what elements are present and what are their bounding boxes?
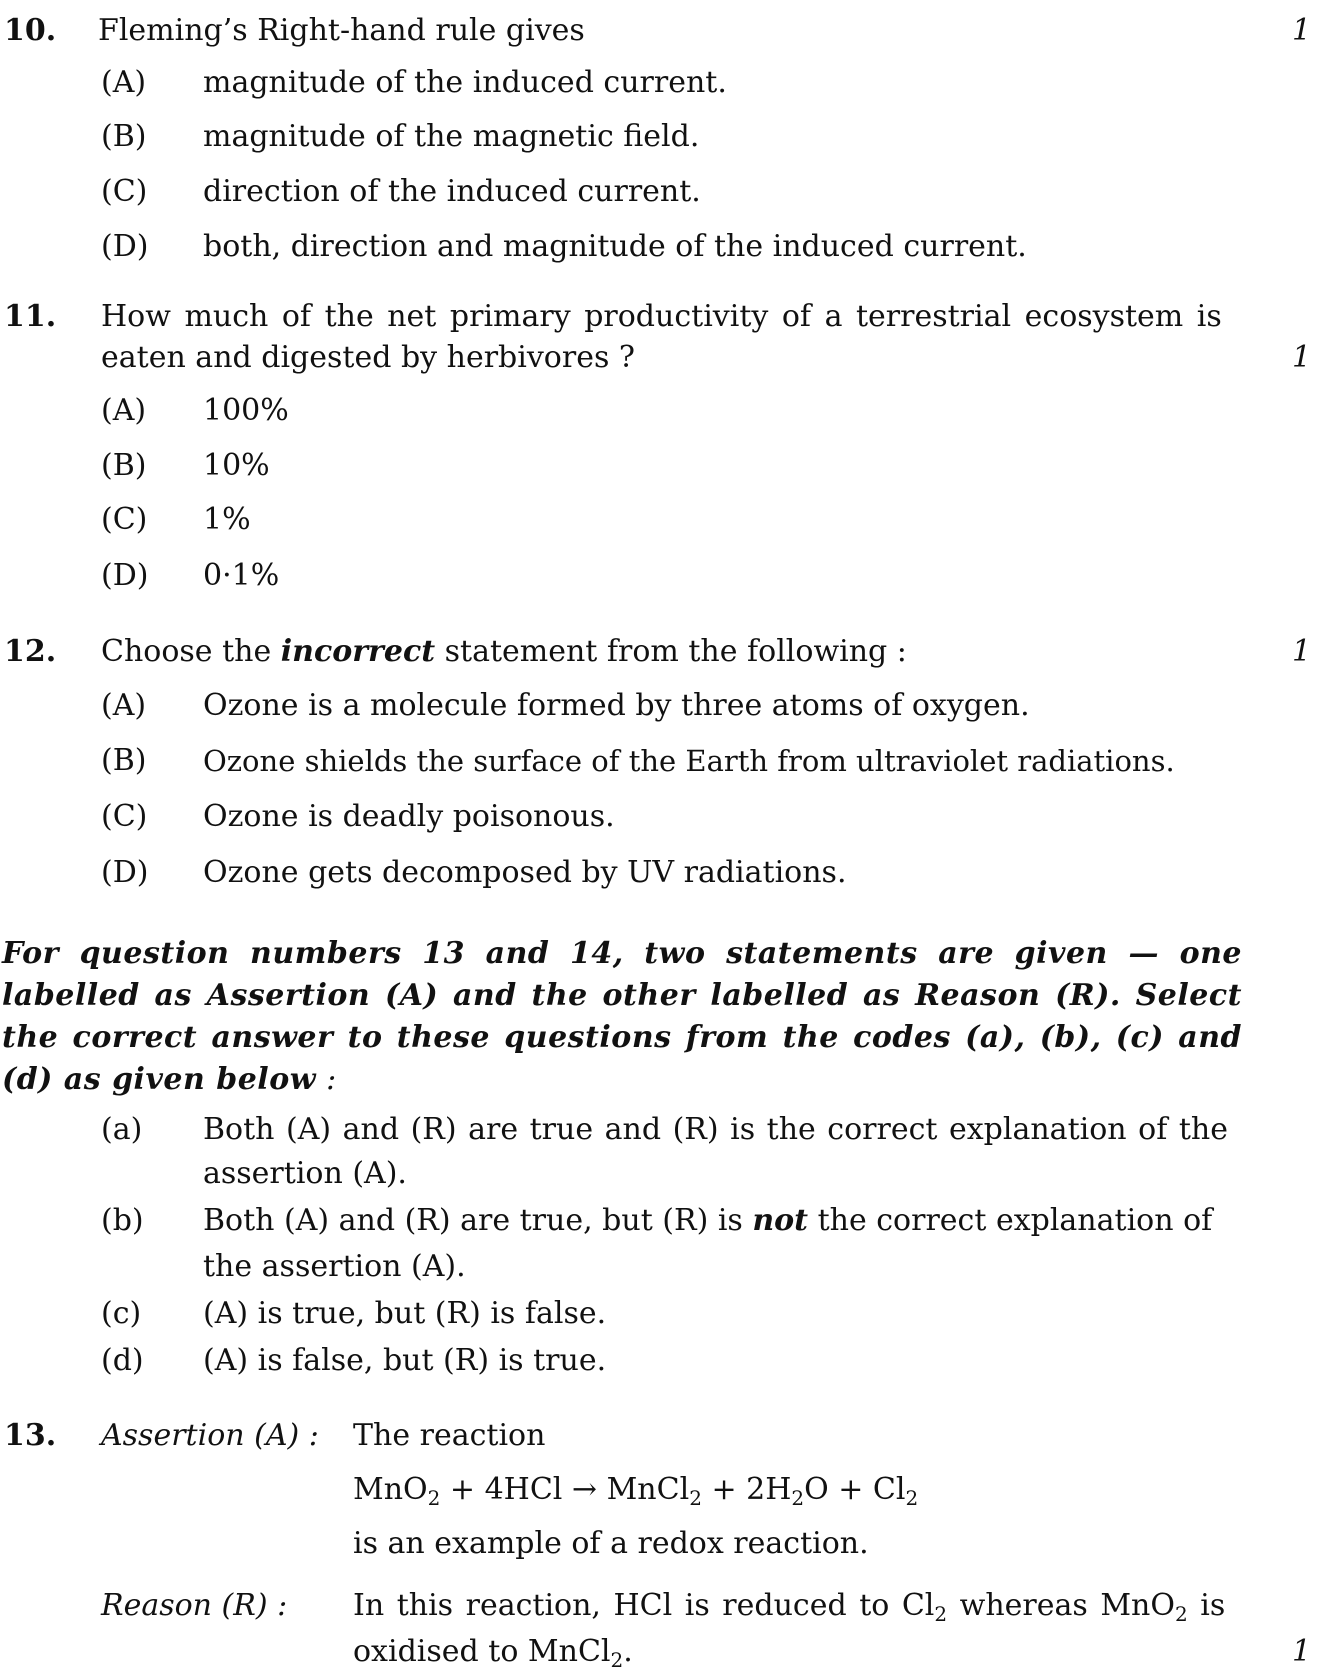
reason-line-1-pre: In this reaction, HCl is reduced to Cl	[353, 1588, 935, 1623]
question-10-text: Fleming’s Right-hand rule gives	[98, 13, 585, 48]
reason-line-1	[353, 1586, 1225, 1626]
q11-option-d-label: (D)	[101, 558, 149, 593]
question-13-marks: 1	[1292, 1634, 1312, 1669]
reason-line-2-post: .	[623, 1634, 633, 1669]
reason-sub-2: 2	[1174, 1602, 1188, 1626]
question-12-marks: 1	[1292, 634, 1312, 669]
q10-option-b-label: (B)	[101, 119, 147, 154]
equation-part-1: MnO	[353, 1472, 428, 1507]
q10-option-c-text: direction of the induced current.	[203, 174, 701, 209]
question-11-marks: 1	[1292, 340, 1312, 375]
code-b-emphasis: not	[752, 1203, 809, 1238]
code-c-label: (c)	[101, 1296, 142, 1331]
reason-label: Reason (R) :	[101, 1588, 288, 1623]
assertion-reason-instructions	[2, 933, 1242, 1101]
reason-line-2	[353, 1632, 633, 1672]
question-10-marks: 1	[1292, 13, 1312, 48]
q11-option-b-text: 10%	[203, 448, 270, 483]
q12-option-d-label: (D)	[101, 855, 149, 890]
q11-option-c-text: 1%	[203, 502, 251, 537]
reason-line-1-mid: whereas MnO	[947, 1588, 1175, 1623]
q10-option-b-text: magnitude of the magnetic field.	[203, 119, 700, 154]
equation-sub-2: 2	[689, 1486, 702, 1510]
instructions-tail: :	[316, 1062, 337, 1097]
reason-sub-3: 2	[610, 1648, 624, 1672]
question-12-text-pre: Choose the	[101, 634, 281, 669]
assertion-line-3: is an example of a redox reaction.	[353, 1526, 869, 1561]
q10-option-a-text: magnitude of the induced current.	[203, 65, 727, 100]
equation-sub-4: 2	[905, 1486, 919, 1510]
code-b-line-1	[203, 1201, 1212, 1241]
question-11-line-2: eaten and digested by herbivores ?	[101, 340, 635, 375]
reaction-equation	[353, 1470, 918, 1510]
equation-sub-3: 2	[791, 1486, 805, 1510]
question-12-emphasis: incorrect	[280, 634, 436, 669]
q12-option-a-text: Ozone is a molecule formed by three atoms of oxygen.	[203, 688, 1030, 723]
q10-option-a-label: (A)	[101, 65, 147, 100]
code-b-line-2: the assertion (A).	[203, 1249, 466, 1284]
code-c-text: (A) is true, but (R) is false.	[203, 1296, 607, 1331]
instructions-text: For question numbers 13 and 14, two statements are given — one labelled as Assertion (A) and the other labelled as Reason (R). Select the correct answer to these questions from the codes (a), (b), (c) and (d) as given below	[2, 936, 1242, 1097]
q11-option-b-label: (B)	[101, 448, 147, 483]
question-13-number: 13.	[4, 1418, 57, 1453]
code-b-label: (b)	[101, 1203, 144, 1238]
q12-option-b-label: (B)	[101, 743, 147, 778]
q10-option-d-text: both, direction and magnitude of the induced current.	[203, 229, 1027, 264]
question-12-text	[101, 632, 907, 672]
question-12-number: 12.	[4, 634, 57, 669]
q12-option-d-text: Ozone gets decomposed by UV radiations.	[203, 855, 847, 890]
q11-option-a-text: 100%	[203, 393, 289, 428]
q12-option-b-text: Ozone shields the surface of the Earth from ultraviolet radiations.	[203, 744, 1175, 778]
reason-line-2-pre: oxidised to MnCl	[353, 1634, 611, 1669]
code-a-label: (a)	[101, 1112, 143, 1147]
q12-option-c-text: Ozone is deadly poisonous.	[203, 799, 615, 834]
question-11-line-1: How much of the net primary productivity of a terrestrial ecosystem is	[101, 299, 1222, 334]
q11-option-c-label: (C)	[101, 502, 148, 537]
q10-option-c-label: (C)	[101, 174, 148, 209]
code-a-line-1: Both (A) and (R) are true and (R) is the correct explanation of the	[203, 1112, 1228, 1147]
equation-part-4: O + Cl	[804, 1472, 906, 1507]
code-b-text-post: the correct explanation of	[808, 1203, 1213, 1238]
assertion-line-1: The reaction	[353, 1418, 546, 1453]
assertion-label: Assertion (A) :	[101, 1418, 319, 1453]
reason-line-1-post: is	[1187, 1588, 1226, 1623]
code-d-text: (A) is false, but (R) is true.	[203, 1343, 607, 1378]
question-12-text-post: statement from the following :	[435, 634, 907, 669]
code-d-label: (d)	[101, 1343, 144, 1378]
q12-option-a-label: (A)	[101, 688, 147, 723]
reason-sub-1: 2	[934, 1602, 948, 1626]
code-a-line-2: assertion (A).	[203, 1156, 407, 1191]
question-11-number: 11.	[4, 299, 57, 334]
question-10-number: 10.	[4, 13, 57, 48]
q10-option-d-label: (D)	[101, 229, 149, 264]
equation-sub-1: 2	[427, 1486, 441, 1510]
q12-option-c-label: (C)	[101, 799, 148, 834]
q11-option-d-text: 0·1%	[203, 558, 280, 593]
equation-part-2: + 4HCl → MnCl	[440, 1472, 690, 1507]
q11-option-a-label: (A)	[101, 393, 147, 428]
equation-part-3: + 2H	[701, 1472, 792, 1507]
code-b-text-pre: Both (A) and (R) are true, but (R) is	[203, 1203, 753, 1238]
